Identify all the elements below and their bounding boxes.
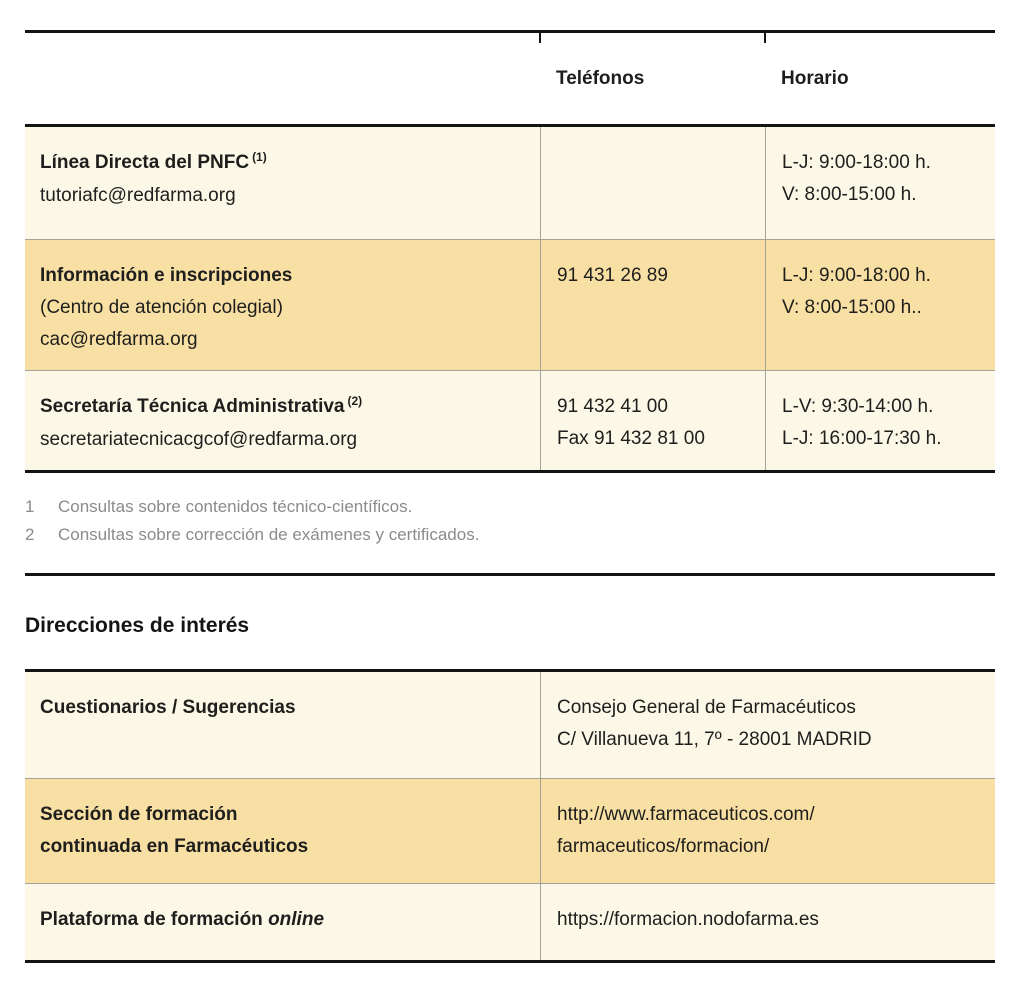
footnote-2 [25,521,785,549]
contact-title: Línea Directa del PNFC $^{(1)}$ [40,150,267,173]
contact-title: Información e inscripciones [40,265,293,286]
directions-label-cell [25,672,540,778]
directions-label-cell [25,779,540,883]
contact-email: tutoriafc@redfarma.org [40,185,236,206]
contact-name-cell [25,127,540,239]
section-divider-rule [25,573,995,576]
directions-row-cuestionarios [25,672,995,778]
directions-label-italic: online [268,909,325,930]
contact-name-cell [25,240,540,370]
hours-cell [765,127,995,239]
contact-row-informacion [25,239,995,370]
directions-label: Cuestionarios / Sugerencias [40,697,296,718]
hours-line: V: 8:00-15:00 h. [782,184,917,205]
directions-url-line: farmaceuticos/formacion/ [557,836,770,857]
contact-table [25,30,995,473]
directions-label-line: Sección de formación [40,804,238,825]
footnotes [25,493,785,549]
phone-line: Fax 91 432 81 00 [557,428,705,449]
contact-table-header-row [25,33,995,127]
column-header-telefonos: Teléfonos [556,67,645,89]
directions-url-line: http://www.farmaceuticos.com/ [557,804,815,825]
column-tick [539,33,541,43]
section-title: Direcciones de interés [25,614,250,637]
directions-value-cell [540,672,995,778]
contact-subtitle: (Centro de atención colegial) [40,297,283,318]
phone-cell-empty [540,127,765,239]
footnote-number: 1 [25,497,35,516]
directions-value-line: C/ Villanueva 11, 7º - 28001 MADRID [557,729,872,750]
phone-cell [540,240,765,370]
directions-label-cell [25,884,540,960]
directions-value-cell [540,884,995,960]
contact-name-cell [25,371,540,470]
footnote-1 [25,493,785,521]
contact-email: cac@redfarma.org [40,329,198,350]
directions-label-line: continuada en Farmacéuticos [40,836,309,857]
hours-line: L-J: 9:00-18:00 h. [782,152,931,173]
hours-line: V: 8:00-15:00 h.. [782,297,922,318]
contact-email: secretariatecnicacgcof@redfarma.org [40,429,358,450]
column-tick [764,33,766,43]
hours-cell [765,371,995,470]
footnote-marker: (1) [252,150,267,164]
contact-title: Secretaría Técnica Administrativa $^{(2)}$ [40,394,363,417]
phone-cell [540,371,765,470]
directions-row-seccion-formacion [25,778,995,883]
hours-line: L-V: 9:30-14:00 h. [782,396,934,417]
column-header-horario: Horario [781,67,849,89]
directions-value-cell [540,779,995,883]
contact-row-secretaria [25,370,995,470]
directions-row-plataforma [25,883,995,960]
directions-url-line: https://formacion.nodofarma.es [557,909,819,930]
contact-row-linea-directa [25,127,995,239]
footnote-marker: (2) [347,394,363,408]
footnote-number: 2 [25,525,35,544]
directions-value-line: Consejo General de Farmacéuticos [557,697,856,718]
phone-line: 91 432 41 00 [557,396,668,417]
phone-line: 91 431 26 89 [557,265,668,286]
directions-label: Plataforma de formación online [40,909,325,930]
footnote-text: Consultas sobre contenidos técnico-científicos. [58,497,413,516]
hours-line: L-J: 9:00-18:00 h. [782,265,931,286]
directions-table [25,669,995,963]
hours-cell [765,240,995,370]
footnote-text: Consultas sobre corrección de exámenes y certificados. [58,525,480,544]
hours-line: L-J: 16:00-17:30 h. [782,428,942,449]
